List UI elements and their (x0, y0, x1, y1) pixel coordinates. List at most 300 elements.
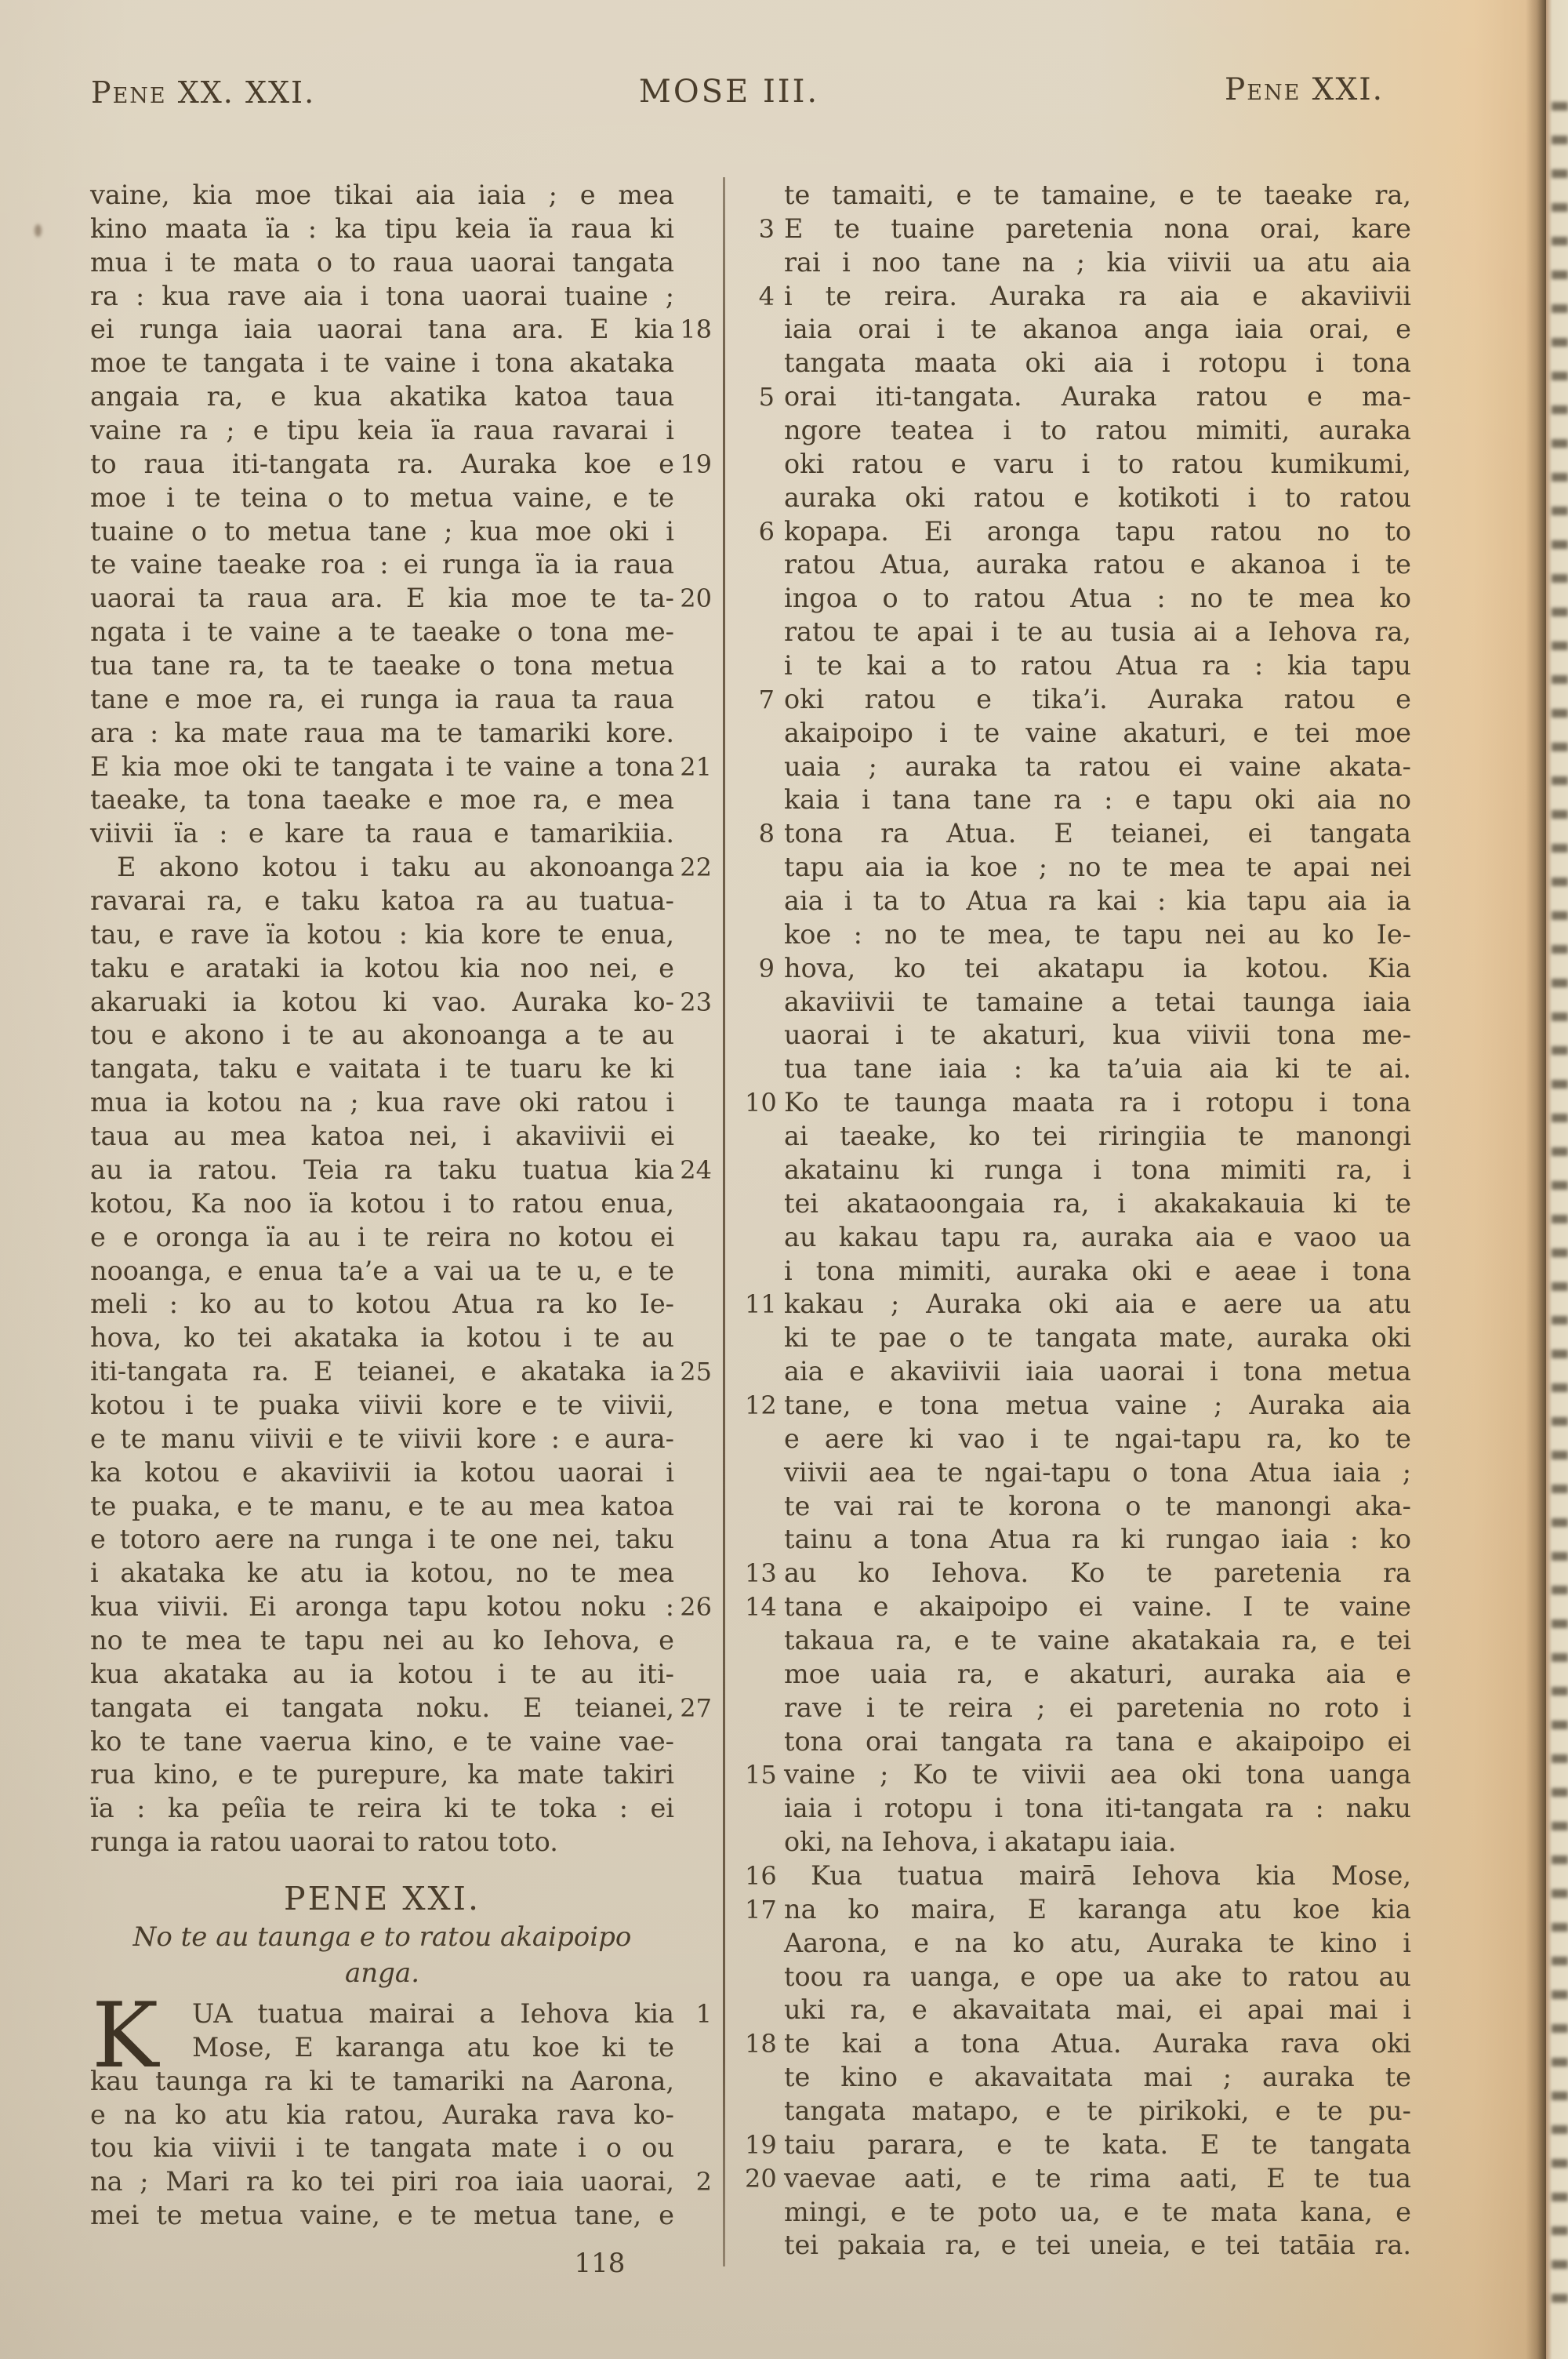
text-line-content: tangata matapo, e te pirikoki, e te pu- (784, 2095, 1411, 2126)
verse-number (674, 1725, 712, 1759)
verse-number (674, 482, 712, 515)
text-line (90, 1086, 717, 1120)
text-line-content: te kino e akavaitata mai ; auraka te (784, 2062, 1411, 2093)
verse-number (745, 313, 775, 347)
text-line (745, 885, 1419, 918)
text-line (745, 1893, 1419, 1927)
verse-number: 22 (680, 852, 712, 883)
text-line (90, 347, 717, 380)
text-line-content: tona ra Atua. E teianei, ei tangata (784, 818, 1411, 849)
text-line (745, 952, 1419, 986)
verse-number (745, 448, 775, 482)
text-line-content: toou ra uanga, e ope ua ake to ratou au (784, 1961, 1411, 1992)
text-line-content: iaia i rotopu i tona iti-tangata ra : naku (784, 1793, 1411, 1824)
verse-number (745, 986, 775, 1020)
verse-number (674, 2099, 712, 2132)
running-head-title: MOSE III. (638, 74, 820, 110)
text-line (745, 1590, 1419, 1624)
text-line-content: tau, e rave ïa kotou : kia kore te enua, (90, 918, 674, 950)
text-line (90, 1658, 717, 1692)
text-line (90, 380, 717, 414)
text-line (745, 649, 1419, 683)
text-line-content: Mose, E karanga atu koe ki te (192, 2031, 674, 2063)
text-line-content: kua akataka au ia kotou i te au iti- (90, 1658, 674, 1689)
text-line (90, 448, 717, 482)
text-line-content: kua viivii. Ei aronga tapu kotou noku : (90, 1591, 674, 1623)
verse-number: 25 (680, 1357, 712, 1387)
text-line (745, 1557, 1419, 1590)
text-line (90, 2099, 717, 2132)
verse-number: 18 (745, 2029, 777, 2059)
text-line (745, 1658, 1419, 1692)
text-line (90, 1355, 717, 1389)
text-line-content: e te manu viivii e te viivii kore : e aura- (90, 1423, 674, 1454)
right-column-text (745, 179, 1419, 2263)
right-column (745, 179, 1419, 2263)
text-line (90, 280, 717, 314)
text-line (745, 1758, 1419, 1792)
verse-number (674, 1321, 712, 1355)
drop-cap-initial: K (92, 1983, 159, 2088)
text-line (90, 582, 717, 616)
verse-number: 18 (680, 314, 712, 345)
text-line-content: akaviivii te tamaine a tetai taunga iaia (784, 986, 1411, 1017)
verse-number (674, 885, 712, 918)
text-line-content: vaevae aati, e te rima aati, E te tua (784, 2162, 1411, 2194)
verse-number (674, 783, 712, 817)
text-line-content: tangata, taku e vaitata i te tuaru ke ki (90, 1053, 674, 1085)
text-line (745, 1255, 1419, 1289)
text-line-content: kotou i te puaka viivii kore e te viivii, (90, 1389, 674, 1420)
text-line-content: e totoro aere na runga i te one nei, taku (90, 1524, 674, 1555)
verse-number (674, 1792, 712, 1826)
text-line-content: au kakau tapu ra, auraka aia e vaoo ua (784, 1221, 1411, 1252)
text-line-content: taku e arataki ia kotou kia noo nei, e (90, 952, 674, 983)
verse-number (745, 1255, 775, 1289)
text-line (745, 1692, 1419, 1725)
text-line-content: E kia moe oki te tangata i te vaine a tona (90, 751, 674, 782)
text-line (745, 851, 1419, 885)
text-line (745, 1120, 1419, 1154)
verse-number (674, 1389, 712, 1423)
text-line (745, 1826, 1419, 1859)
text-line-content: ngore teatea i to ratou mimiti, auraka (784, 415, 1411, 446)
text-line-content: taeake, ta tona taeake e moe ra, e mea (90, 784, 674, 816)
text-line-content: rai i noo tane na ; kia viivii ua atu aia (784, 246, 1411, 278)
text-line-content: ka kotou e akaviivii ia kotou uaorai i (90, 1456, 674, 1488)
verse-number (745, 751, 775, 784)
text-line (745, 1086, 1419, 1120)
verse-number (674, 2065, 712, 2099)
text-line-content: taua au mea katoa nei, i akaviivii ei (90, 1121, 674, 1152)
text-line-content: tei pakaia ra, e tei uneia, e tei tatāia ra. (784, 2230, 1411, 2261)
text-line (745, 1355, 1419, 1389)
text-line-content: mua ia kotou na ; kua rave oki ratou i (90, 1087, 674, 1118)
left-column (90, 179, 717, 2233)
text-line-content: tua tane iaia : ka ta’uia aia ki te ai. (784, 1053, 1411, 1085)
text-line-content: E akono kotou i taku au akonoanga (117, 852, 674, 883)
text-line (90, 986, 717, 1020)
verse-number: 24 (680, 1154, 712, 1185)
text-line (745, 246, 1419, 280)
verse-number (674, 1019, 712, 1052)
verse-number: 21 (680, 751, 712, 782)
text-line-content: tona orai tangata ra tana e akaipoipo ei (784, 1725, 1411, 1757)
verse-number (674, 1423, 712, 1456)
verse-number: 20 (680, 583, 712, 614)
text-line (90, 783, 717, 817)
text-line-content: akatainu ki runga i tona mimiti ra, i (784, 1154, 1411, 1185)
verse-number: 16 (745, 1860, 777, 1891)
text-line (745, 2162, 1419, 2196)
verse-number (745, 1961, 775, 1994)
text-line-content: aia e akaviivii iaia uaorai i tona metua (784, 1356, 1411, 1387)
verse-number (745, 548, 775, 582)
text-line (90, 1456, 717, 1490)
verse-number: 2 (695, 2167, 712, 2197)
verse-number (674, 2199, 712, 2233)
text-line (745, 986, 1419, 1020)
verse-number: 8 (758, 819, 775, 849)
chapter-subtitle-line2: anga. (344, 1957, 419, 1989)
text-line (90, 179, 717, 213)
text-line (745, 1019, 1419, 1052)
verse-number (674, 1490, 712, 1524)
text-line (745, 1389, 1419, 1423)
verse-number (674, 1826, 712, 1859)
text-line-content: tou e akono i te au akonoanga a te au (90, 1020, 674, 1051)
verse-number (674, 380, 712, 414)
text-line-content: au ko Iehova. Ko te paretenia ra (784, 1558, 1411, 1589)
verse-number (745, 1692, 775, 1725)
verse-number (674, 616, 712, 649)
text-line (90, 1725, 717, 1759)
text-line (90, 1255, 717, 1289)
text-line (90, 1792, 717, 1826)
text-line (90, 1590, 717, 1624)
verse-number (745, 246, 775, 280)
text-line-content: takaua ra, e te vaine akatakaia ra, e tei (784, 1624, 1411, 1656)
verse-number (674, 683, 712, 717)
verse-number (674, 1255, 712, 1289)
text-line-content: tangata ei tangata noku. E teianei, (90, 1692, 674, 1723)
text-line (745, 1725, 1419, 1759)
verse-number: 9 (758, 953, 775, 983)
text-line (745, 1423, 1419, 1456)
verse-number (745, 1187, 775, 1221)
verse-number (674, 548, 712, 582)
verse-number: 15 (745, 1760, 777, 1790)
verse-number (745, 1994, 775, 2027)
verse-number: 10 (745, 1088, 777, 1118)
text-line-content: runga ia ratou uaorai to ratou toto. (90, 1826, 558, 1858)
verse-number (674, 717, 712, 751)
text-line (745, 1994, 1419, 2027)
text-line-content: ravarai ra, e taku katoa ra au tuatua- (90, 885, 674, 917)
text-line-content: Aarona, e na ko atu, Auraka te kino i (784, 1927, 1411, 1958)
verse-number (745, 1523, 775, 1557)
text-line-content: iti-tangata ra. E teianei, e akataka ia (90, 1356, 674, 1387)
text-line (745, 683, 1419, 717)
verse-number: 7 (758, 684, 775, 714)
text-line (90, 952, 717, 986)
verse-number (674, 246, 712, 280)
verse-number (745, 649, 775, 683)
text-line-content: tane e moe ra, ei runga ia raua ta raua (90, 683, 674, 714)
text-line-content: hova, ko tei akataka ia kotou i te au (90, 1322, 674, 1354)
verse-number (674, 1624, 712, 1658)
text-line-content: taiu parara, e te kata. E te tangata (784, 2128, 1411, 2160)
text-line (90, 482, 717, 515)
text-line-content: ara : ka mate raua ma te tamariki kore. (90, 717, 674, 748)
text-line (90, 683, 717, 717)
text-line-content: e aere ki vao i te ngai-tapu ra, ko te (784, 1423, 1411, 1454)
text-line (90, 1997, 717, 2031)
text-line (90, 2165, 717, 2199)
text-line-content: e e oronga ïa au i te reira no kotou ei (90, 1221, 674, 1252)
text-line (90, 1490, 717, 1524)
verse-number (674, 1052, 712, 1086)
text-line (90, 851, 717, 885)
text-line-content: tou kia viivii i te tangata mate i o ou (90, 2132, 674, 2164)
text-line-content: rua kino, e te purepure, ka mate takiri (90, 1759, 674, 1790)
text-line (90, 1288, 717, 1321)
chapter-opening-lines (90, 1983, 717, 2233)
text-line (745, 817, 1419, 851)
verse-number (745, 1456, 775, 1490)
text-line (90, 616, 717, 649)
text-line-content: moe uaia ra, e akaturi, auraka aia e (784, 1658, 1411, 1689)
text-line (745, 1321, 1419, 1355)
verse-number (745, 1355, 775, 1389)
chapter-subtitle-line1: No te au taunga e to ratou akaipoipo (132, 1921, 632, 1953)
text-line-content: te vai rai te korona o te manongi aka- (784, 1490, 1411, 1521)
text-line (90, 1052, 717, 1086)
text-line (745, 2128, 1419, 2162)
text-line-content: te puaka, e te manu, e te au mea katoa (90, 1490, 674, 1521)
text-line (90, 1423, 717, 1456)
text-line-content: kaia i tana tane ra : e tapu oki aia no (784, 784, 1411, 816)
text-line (90, 548, 717, 582)
text-line-content: hova, ko tei akatapu ia kotou. Kia (784, 952, 1411, 983)
text-line-content: kakau ; Auraka oki aia e aere ua atu (784, 1289, 1411, 1320)
text-line (745, 515, 1419, 549)
text-line (90, 515, 717, 549)
text-line (90, 885, 717, 918)
text-line (90, 313, 717, 347)
verse-number (745, 1658, 775, 1692)
text-line-content: viivii ïa : e kare ta raua e tamarikiia. (90, 818, 674, 849)
verse-number (745, 1154, 775, 1187)
text-line (745, 616, 1419, 649)
text-line-content: oki ratou e varu i to ratou kumikumi, (784, 448, 1411, 479)
text-line-content: orai iti-tangata. Auraka ratou e ma- (784, 381, 1411, 413)
text-line-content: uaorai i te akaturi, kua viivii tona me- (784, 1020, 1411, 1051)
text-line-content: i tona mimiti, auraka oki e aeae i tona (784, 1255, 1411, 1286)
text-line (745, 717, 1419, 751)
text-line (90, 918, 717, 952)
text-line (90, 1692, 717, 1725)
running-head-left: Pene XX. XXI. (91, 75, 316, 110)
verse-number (745, 717, 775, 751)
verse-number (745, 1120, 775, 1154)
text-line-content: vaine, kia moe tikai aia iaia ; e mea (90, 180, 674, 210)
text-line-content: oki, na Iehova, i akatapu iaia. (784, 1826, 1177, 1858)
text-line (745, 1187, 1419, 1221)
text-line (745, 482, 1419, 515)
text-line (745, 280, 1419, 314)
text-line-content: akaruaki ia kotou ki vao. Auraka ko- (90, 986, 674, 1017)
text-line (90, 1120, 717, 1154)
text-line-content: kotou, Ka noo ïa kotou i to ratou enua, (90, 1187, 674, 1219)
verse-number: 26 (680, 1592, 712, 1623)
verse-number (674, 649, 712, 683)
text-line-content: te vaine taeake roa : ei runga ïa ia raua (90, 549, 674, 580)
text-line (745, 1523, 1419, 1557)
text-line (90, 1187, 717, 1221)
text-line (90, 1523, 717, 1557)
verse-number (745, 482, 775, 515)
text-line-content: nooanga, e enua ta’e a vai ua te u, e te (90, 1255, 674, 1286)
text-line-content: no te mea te tapu nei au ko Iehova, e (90, 1624, 674, 1656)
text-line (90, 1221, 717, 1255)
verse-number (745, 179, 775, 213)
verse-number (745, 2095, 775, 2128)
verse-number (745, 2061, 775, 2095)
text-line (745, 2196, 1419, 2230)
text-line-content: na ; Mari ra ko tei piri roa iaia uaorai, (90, 2166, 674, 2197)
text-line (90, 213, 717, 246)
text-line-content: i te reira. Auraka ra aia e akaviivii (784, 280, 1411, 311)
text-line (90, 2132, 717, 2165)
verse-number (745, 783, 775, 817)
text-line-content: tana e akaipoipo ei vaine. I te vaine (784, 1591, 1411, 1623)
verse-number (674, 1456, 712, 1490)
text-line-content: na ko maira, E karanga atu koe kia (784, 1893, 1411, 1925)
text-line-content: ingoa o to ratou Atua : no te mea ko (784, 583, 1411, 614)
left-column-text (90, 179, 717, 1859)
text-line (90, 1557, 717, 1590)
verse-number: 11 (745, 1289, 777, 1320)
text-line-content: ai taeake, ko tei riringiia te manongi (784, 1121, 1411, 1152)
verse-number (745, 347, 775, 380)
text-line (745, 2027, 1419, 2061)
text-line-content: kopapa. Ei aronga tapu ratou no to (784, 515, 1411, 547)
text-line (745, 179, 1419, 213)
text-line (745, 1456, 1419, 1490)
text-line (90, 414, 717, 448)
text-line-content: to raua iti-tangata ra. Auraka koe e (90, 448, 674, 479)
verse-number: 13 (745, 1558, 777, 1589)
text-line-content: akaipoipo i te vaine akaturi, e tei moe (784, 717, 1411, 748)
verse-number: 27 (680, 1692, 712, 1723)
text-line (745, 2095, 1419, 2128)
text-line-content: vaine ; Ko te viivii aea oki tona uanga (784, 1759, 1411, 1790)
verse-number (745, 851, 775, 885)
text-line (90, 1321, 717, 1355)
text-line-content: ïa : ka peîia te reira ki te toka : ei (90, 1793, 674, 1824)
verse-number (674, 179, 712, 213)
text-line (745, 548, 1419, 582)
text-line (745, 347, 1419, 380)
text-line-content: uaorai ta raua ara. E kia moe te ta- (90, 583, 674, 614)
text-line-content: viivii aea te ngai-tapu o tona Atua iaia ; (784, 1456, 1411, 1488)
text-line-content: i te kai a to ratou Atua ra : kia tapu (784, 650, 1411, 682)
verse-number: 17 (745, 1894, 777, 1925)
verse-number (745, 1725, 775, 1759)
text-line (90, 2199, 717, 2233)
text-line-content: Kua tuatua mairā Iehova kia Mose, (811, 1859, 1411, 1891)
page-gutter-shadow (1526, 0, 1546, 2359)
verse-number: 1 (695, 1998, 712, 2029)
text-line (745, 448, 1419, 482)
text-line-content: uaia ; auraka ta ratou ei vaine akata- (784, 751, 1411, 782)
ink-speck (34, 224, 42, 237)
text-line (90, 1154, 717, 1187)
text-line (745, 1288, 1419, 1321)
text-line-content: tua tane ra, ta te taeake o tona metua (90, 650, 674, 682)
text-line (90, 649, 717, 683)
verse-number (745, 1052, 775, 1086)
verse-number (745, 582, 775, 616)
text-line-content: te tamaiti, e te tamaine, e te taeake ra, (784, 180, 1411, 210)
page-number: 118 (574, 2248, 626, 2279)
text-line-content: E te tuaine paretenia nona orai, kare (784, 213, 1411, 244)
text-line-content: ki te pae o te tangata mate, auraka oki (784, 1322, 1411, 1354)
text-line (90, 751, 717, 784)
verse-number: 4 (758, 281, 775, 311)
chapter-opening-paragraph (90, 1983, 717, 2233)
text-line-content: ngata i te vaine a te taeake o tona me- (90, 616, 674, 648)
text-line-content: ra : kua rave aia i tona uaorai tuaine ; (90, 280, 674, 311)
verse-number (745, 1624, 775, 1658)
text-line-content: tapu aia ia koe ; no te mea te apai nei (784, 852, 1411, 883)
text-line-content: i akataka ke atu ia kotou, no te mea (90, 1558, 674, 1589)
text-line (745, 2061, 1419, 2095)
text-line (745, 582, 1419, 616)
text-line-content: kau taunga ra ki te tamariki na Aarona, (90, 2065, 674, 2096)
verse-number (745, 1423, 775, 1456)
verse-number (674, 515, 712, 549)
verse-number (745, 2196, 775, 2230)
text-line-content: oki ratou e tika’i. Auraka ratou e (784, 683, 1411, 714)
verse-number: 3 (758, 213, 775, 244)
verse-number: 14 (745, 1592, 777, 1623)
verse-number (674, 1658, 712, 1692)
verse-number (745, 918, 775, 952)
text-line (745, 414, 1419, 448)
text-line (90, 817, 717, 851)
verse-number (674, 1086, 712, 1120)
text-line-content: Ko te taunga maata ra i rotopu i tona (784, 1087, 1411, 1118)
verse-number (674, 2031, 712, 2065)
text-line-content: rave i te reira ; ei paretenia no roto i (784, 1692, 1411, 1723)
verse-number (745, 1927, 775, 1961)
verse-number (745, 1221, 775, 1255)
text-line (745, 1961, 1419, 1994)
text-line-content: tainu a tona Atua ra ki rungao iaia : ko (784, 1524, 1411, 1555)
text-line-content: koe : no te mea, te tapu nei au ko Ie- (784, 918, 1411, 950)
verse-number (674, 347, 712, 380)
verse-number (745, 885, 775, 918)
text-line-content: mua i te mata o to raua uaorai tangata (90, 246, 674, 278)
text-line (745, 313, 1419, 347)
text-line (90, 1826, 717, 1859)
text-line (745, 783, 1419, 817)
verse-number: 19 (680, 449, 712, 479)
verse-number (674, 918, 712, 952)
text-line-content: moe i te teina o to metua vaine, e te (90, 482, 674, 513)
